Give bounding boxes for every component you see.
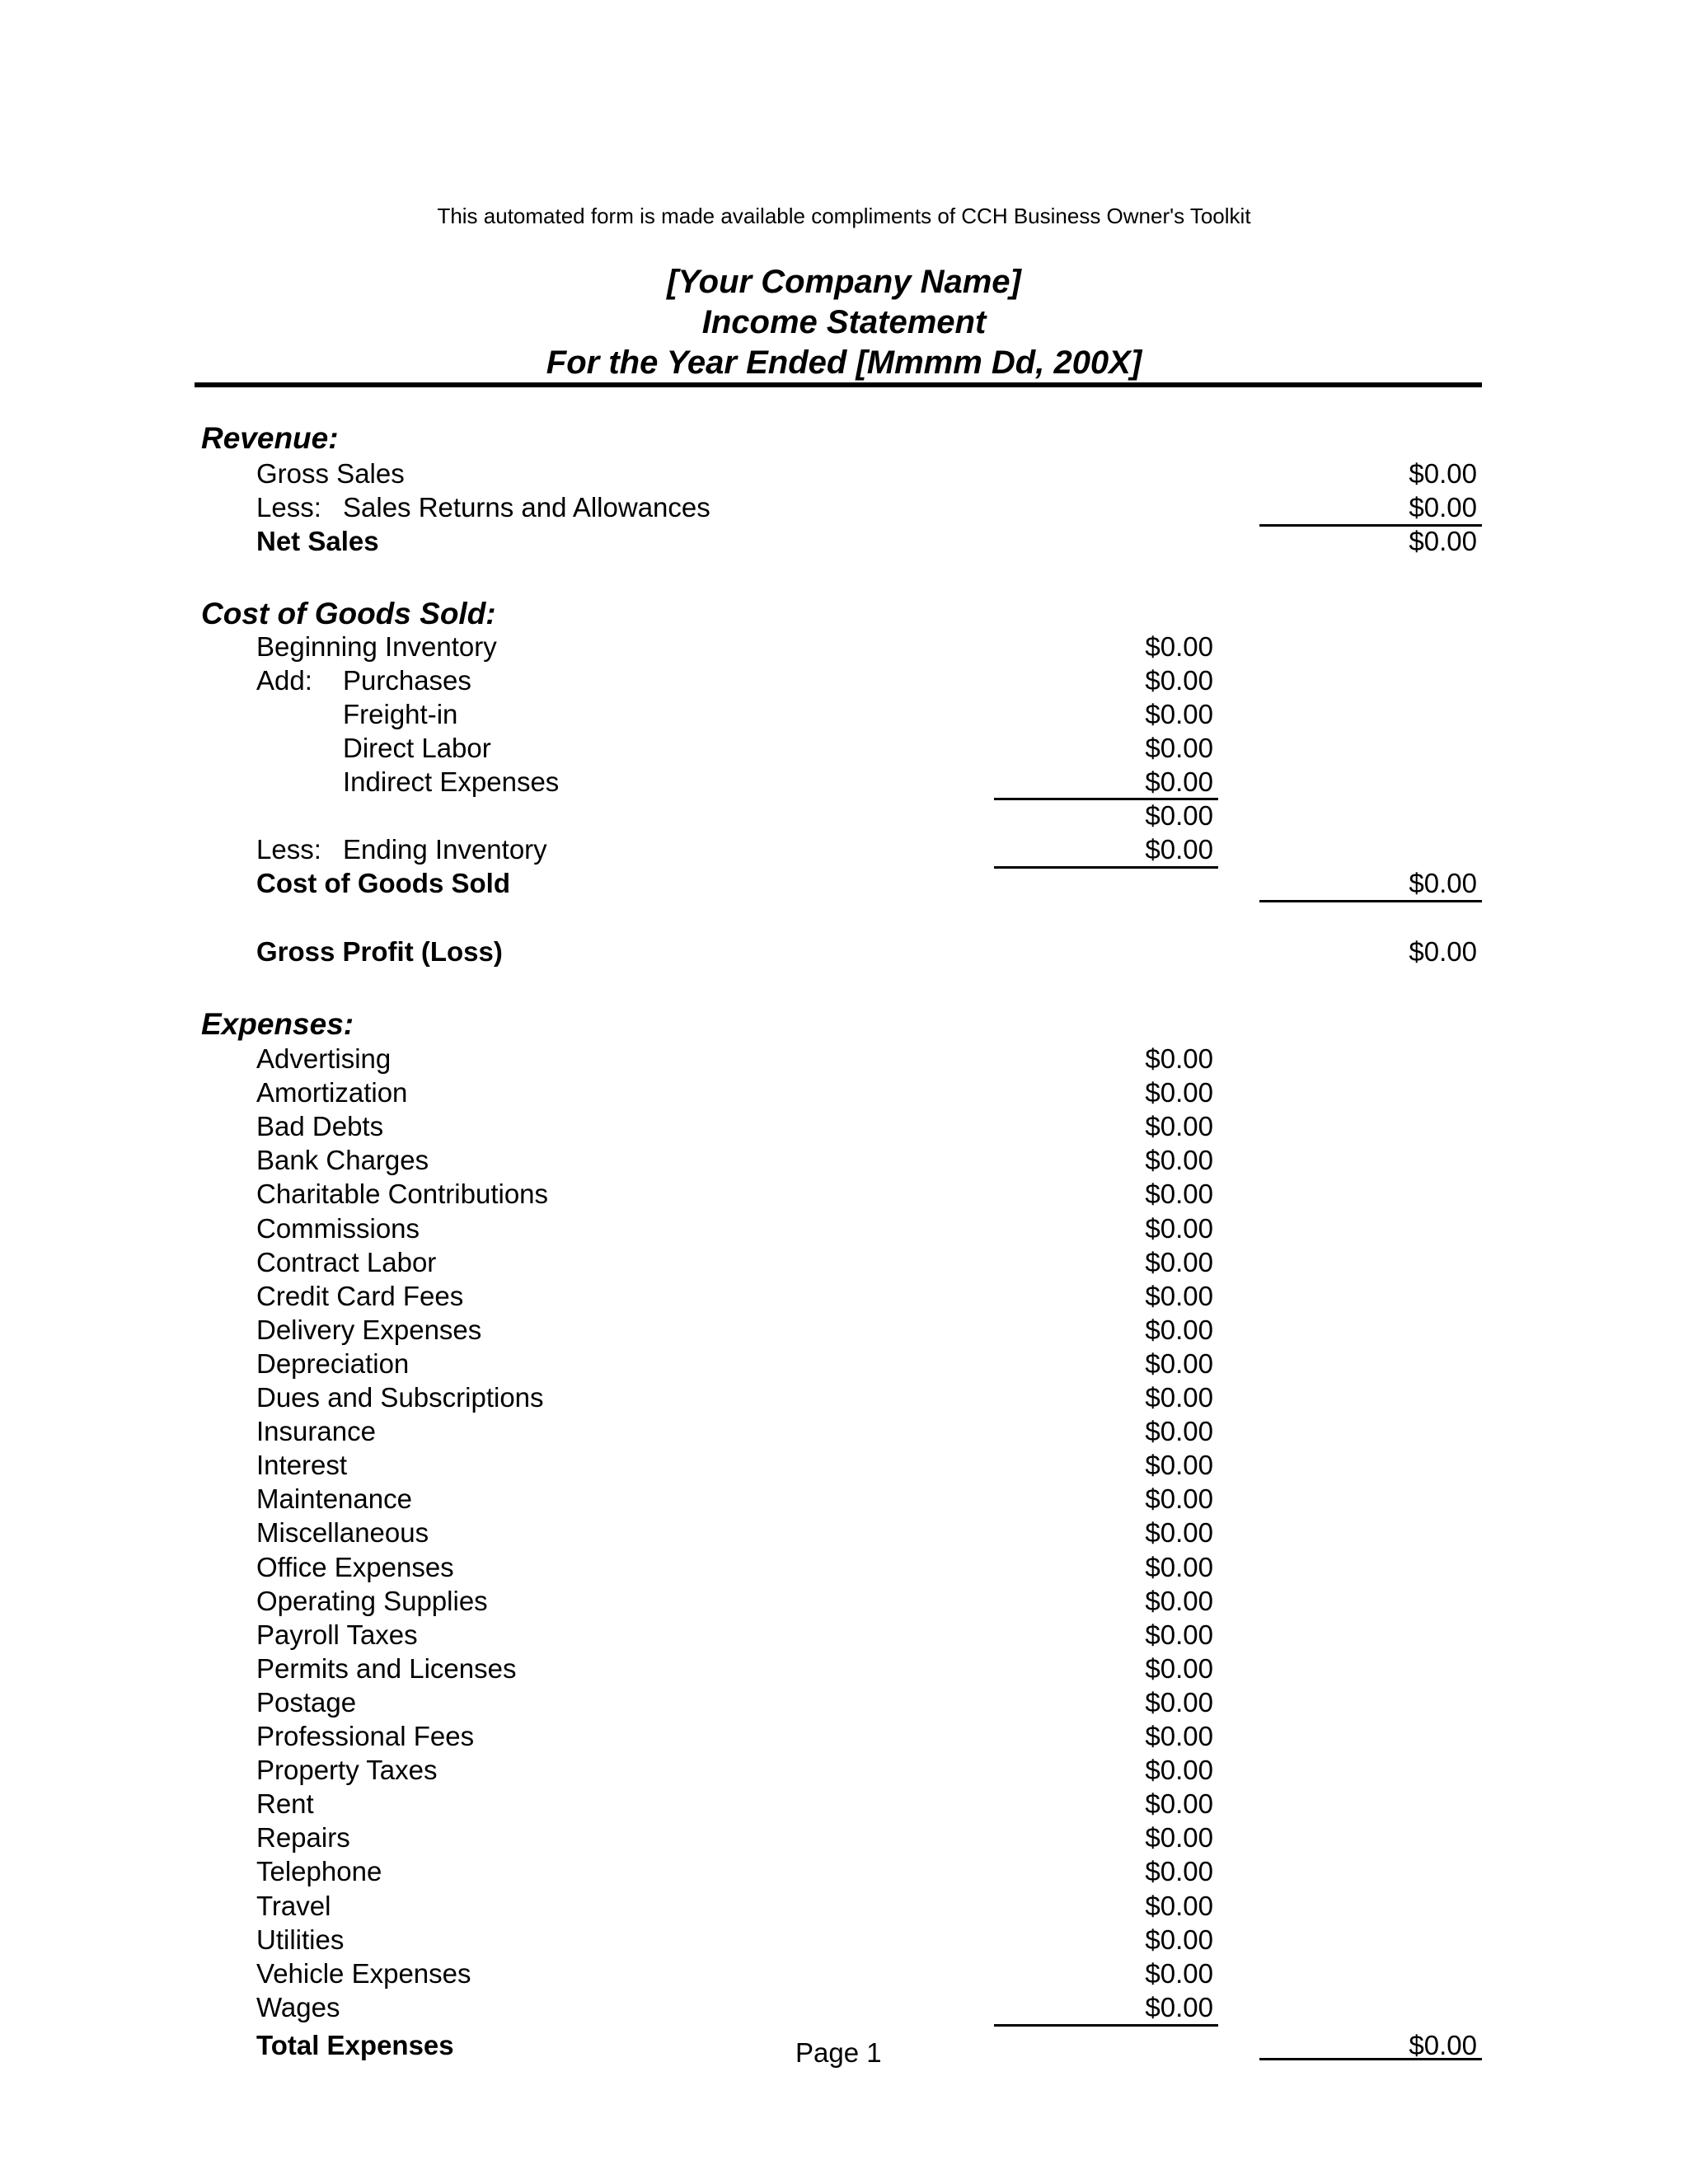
expense-value: $0.00 bbox=[1145, 1517, 1213, 1548]
cogs-total-label: Cost of Goods Sold bbox=[256, 868, 510, 898]
expense-value: $0.00 bbox=[1145, 1450, 1213, 1480]
expense-value: $0.00 bbox=[1145, 1552, 1213, 1582]
expense-value: $0.00 bbox=[1145, 1619, 1213, 1650]
expense-label: Charitable Contributions bbox=[256, 1179, 549, 1209]
expense-label: Property Taxes bbox=[256, 1755, 438, 1785]
expense-label: Postage bbox=[256, 1687, 357, 1718]
purchases-value: $0.00 bbox=[1145, 665, 1213, 696]
expense-value: $0.00 bbox=[1145, 1958, 1213, 1989]
underline bbox=[994, 2024, 1218, 2027]
expense-value: $0.00 bbox=[1145, 1483, 1213, 1514]
net-sales-value: $0.00 bbox=[1409, 526, 1477, 556]
beginning-inventory-value: $0.00 bbox=[1145, 631, 1213, 662]
expense-label: Maintenance bbox=[256, 1483, 412, 1514]
company-name: [Your Company Name] bbox=[667, 264, 1021, 300]
returns-label: Sales Returns and Allowances bbox=[343, 492, 710, 523]
gross-profit-label: Gross Profit (Loss) bbox=[256, 936, 503, 967]
expense-label: Depreciation bbox=[256, 1348, 410, 1379]
expense-value: $0.00 bbox=[1145, 1755, 1213, 1785]
expense-value: $0.00 bbox=[1145, 1586, 1213, 1616]
expense-label: Rent bbox=[256, 1788, 314, 1819]
expense-label: Commissions bbox=[256, 1213, 420, 1244]
toolkit-notice: This automated form is made available compliments of CCH Business Owner's Toolkit bbox=[437, 204, 1251, 228]
statement-period: For the Year Ended [Mmmm Dd, 200X] bbox=[546, 344, 1142, 381]
gross-sales-label: Gross Sales bbox=[256, 458, 405, 489]
revenue-heading: Revenue: bbox=[201, 421, 339, 455]
expense-label: Interest bbox=[256, 1450, 348, 1480]
expense-label: Miscellaneous bbox=[256, 1517, 429, 1548]
less-label: Less: bbox=[256, 834, 321, 865]
freight-value: $0.00 bbox=[1145, 699, 1213, 729]
ending-inventory-value: $0.00 bbox=[1145, 834, 1213, 865]
beginning-inventory-label: Beginning Inventory bbox=[256, 631, 497, 662]
expense-value: $0.00 bbox=[1145, 1179, 1213, 1209]
expense-label: Dues and Subscriptions bbox=[256, 1382, 544, 1413]
expense-value: $0.00 bbox=[1145, 1822, 1213, 1853]
add-label: Add: bbox=[256, 665, 312, 696]
cogs-total-value: $0.00 bbox=[1409, 868, 1477, 898]
expense-value: $0.00 bbox=[1145, 1213, 1213, 1244]
expense-value: $0.00 bbox=[1145, 1077, 1213, 1108]
expense-label: Contract Labor bbox=[256, 1247, 437, 1277]
expense-label: Vehicle Expenses bbox=[256, 1958, 471, 1989]
gross-profit-value: $0.00 bbox=[1409, 936, 1477, 967]
direct-labor-label: Direct Labor bbox=[343, 733, 491, 763]
total-expenses-value: $0.00 bbox=[1409, 2030, 1477, 2060]
net-sales-label: Net Sales bbox=[256, 526, 379, 556]
expense-label: Professional Fees bbox=[256, 1721, 475, 1751]
page-number: Page 1 bbox=[795, 2037, 882, 2068]
expense-label: Delivery Expenses bbox=[256, 1315, 482, 1345]
expense-value: $0.00 bbox=[1145, 1145, 1213, 1175]
expense-label: Travel bbox=[256, 1891, 331, 1921]
expense-value: $0.00 bbox=[1145, 1247, 1213, 1277]
expenses-heading: Expenses: bbox=[201, 1007, 354, 1041]
expense-label: Payroll Taxes bbox=[256, 1619, 418, 1650]
less-label: Less: bbox=[256, 492, 321, 523]
expense-label: Advertising bbox=[256, 1043, 392, 1074]
expense-value: $0.00 bbox=[1145, 1416, 1213, 1446]
expense-label: Bank Charges bbox=[256, 1145, 429, 1175]
expense-label: Permits and Licenses bbox=[256, 1653, 517, 1684]
expense-value: $0.00 bbox=[1145, 1653, 1213, 1684]
cogs-subtotal-value: $0.00 bbox=[1145, 800, 1213, 831]
indirect-expenses-label: Indirect Expenses bbox=[343, 766, 560, 797]
expense-value: $0.00 bbox=[1145, 1281, 1213, 1311]
ending-inventory-label: Ending Inventory bbox=[343, 834, 547, 865]
direct-labor-value: $0.00 bbox=[1145, 733, 1213, 763]
freight-label: Freight-in bbox=[343, 699, 458, 729]
underline bbox=[994, 866, 1218, 869]
indirect-expenses-value: $0.00 bbox=[1145, 766, 1213, 797]
expense-label: Insurance bbox=[256, 1416, 376, 1446]
expense-label: Credit Card Fees bbox=[256, 1281, 464, 1311]
expense-value: $0.00 bbox=[1145, 1315, 1213, 1345]
expense-value: $0.00 bbox=[1145, 1043, 1213, 1074]
expense-value: $0.00 bbox=[1145, 1348, 1213, 1379]
expense-label: Telephone bbox=[256, 1856, 382, 1886]
header-rule bbox=[195, 382, 1482, 387]
expense-value: $0.00 bbox=[1145, 1924, 1213, 1955]
expense-value: $0.00 bbox=[1145, 1382, 1213, 1413]
expense-value: $0.00 bbox=[1145, 1687, 1213, 1718]
expense-value: $0.00 bbox=[1145, 1788, 1213, 1819]
expense-label: Wages bbox=[256, 1992, 340, 2022]
total-expenses-label: Total Expenses bbox=[256, 2030, 454, 2060]
expense-label: Utilities bbox=[256, 1924, 345, 1955]
purchases-label: Purchases bbox=[343, 665, 471, 696]
expense-value: $0.00 bbox=[1145, 1721, 1213, 1751]
cogs-heading: Cost of Goods Sold: bbox=[201, 597, 496, 630]
expense-label: Repairs bbox=[256, 1822, 350, 1853]
gross-sales-value: $0.00 bbox=[1409, 458, 1477, 489]
expense-value: $0.00 bbox=[1145, 1856, 1213, 1886]
underline bbox=[1259, 2058, 1482, 2060]
expense-value: $0.00 bbox=[1145, 1992, 1213, 2022]
expense-label: Amortization bbox=[256, 1077, 408, 1108]
expense-label: Operating Supplies bbox=[256, 1586, 488, 1616]
expense-value: $0.00 bbox=[1145, 1111, 1213, 1141]
expense-label: Office Expenses bbox=[256, 1552, 454, 1582]
statement-title: Income Statement bbox=[701, 304, 987, 340]
expense-value: $0.00 bbox=[1145, 1891, 1213, 1921]
expense-label: Bad Debts bbox=[256, 1111, 384, 1141]
underline bbox=[1259, 900, 1482, 902]
returns-value: $0.00 bbox=[1409, 492, 1477, 523]
